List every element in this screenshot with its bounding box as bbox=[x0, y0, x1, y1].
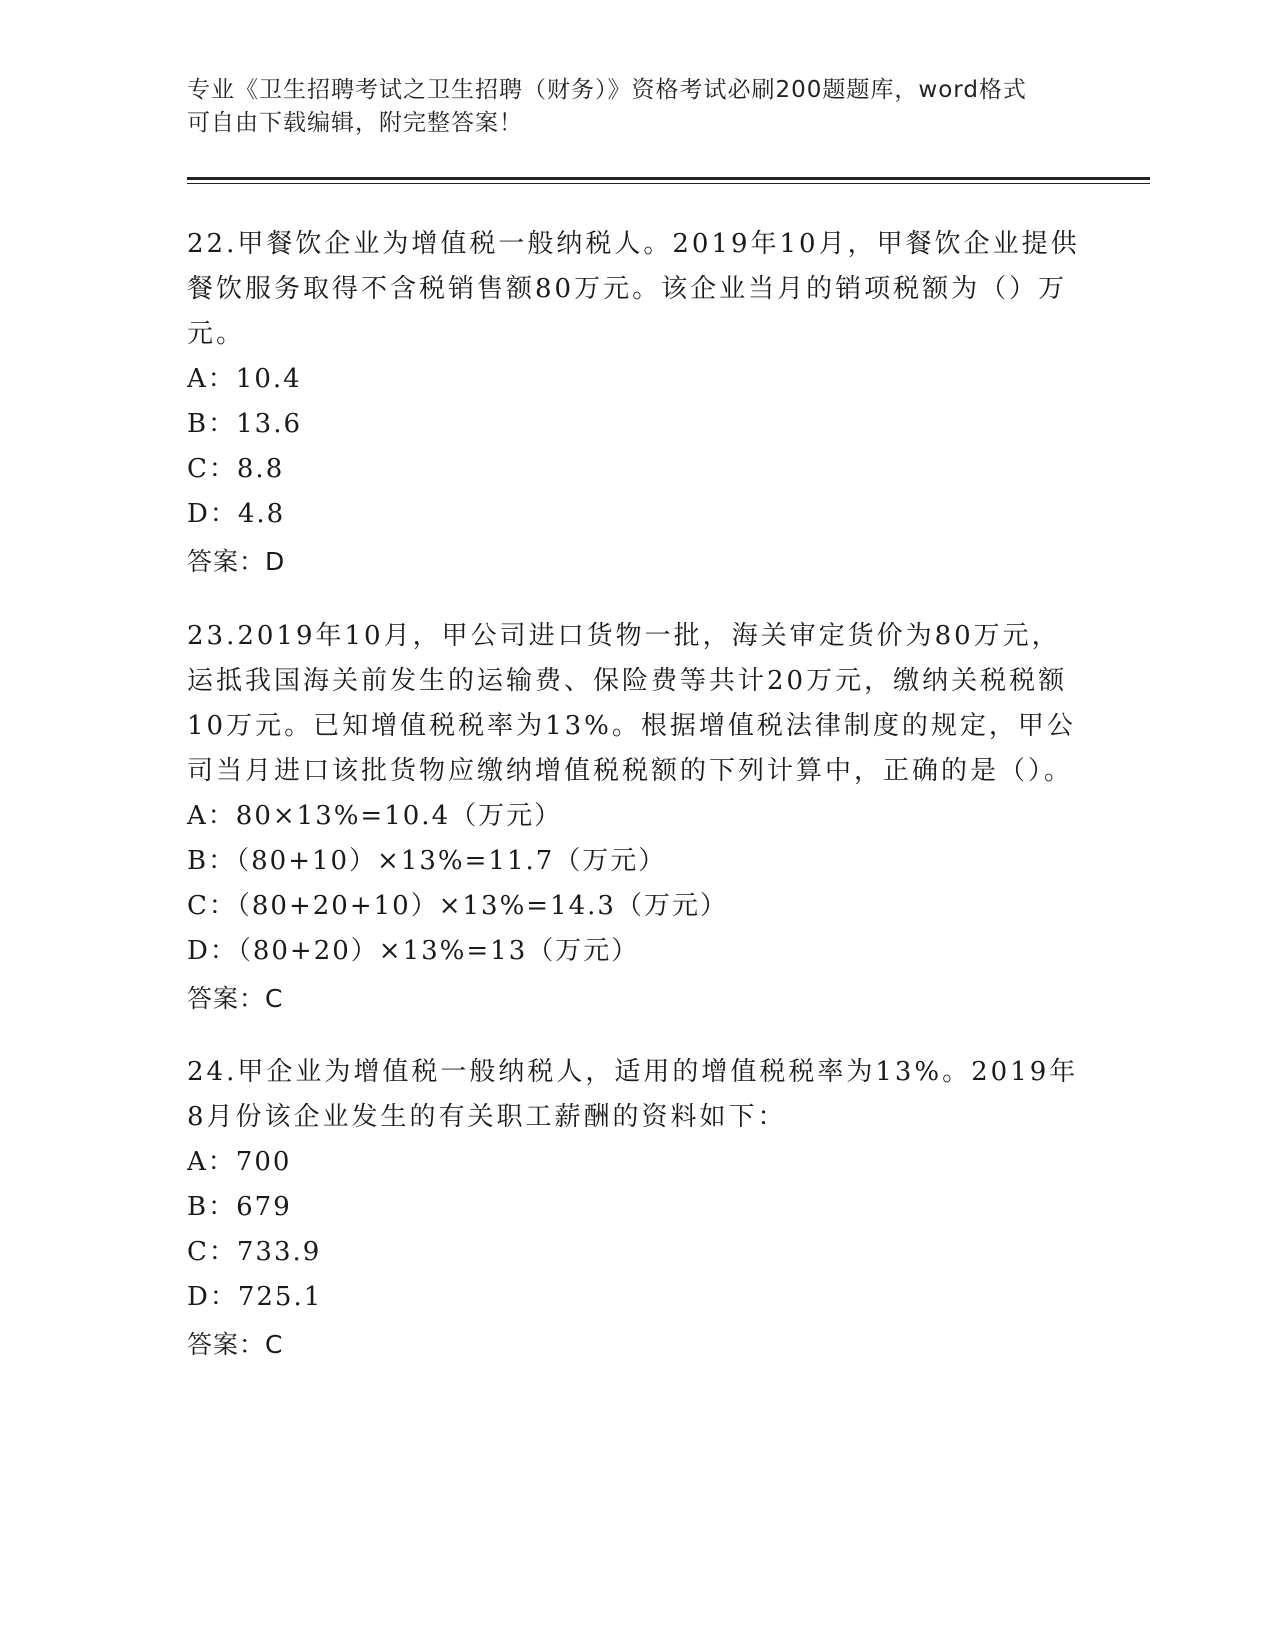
option-c: C：（80+20+10）×13%=14.3（万元） bbox=[187, 891, 728, 921]
option-c: C：8.8 bbox=[187, 454, 285, 484]
question-text: 24.甲企业为增值税一般纳税人，适用的增值税税率为13%。2019年8月份该企业发生的有关职工薪酬的资料如下： bbox=[187, 1057, 1079, 1132]
option-b: B：13.6 bbox=[187, 409, 302, 439]
question-23 bbox=[187, 614, 1087, 1021]
option-d: D：4.8 bbox=[187, 499, 286, 529]
option-a: A：10.4 bbox=[187, 364, 302, 394]
answer-label: 答案：D bbox=[187, 547, 286, 576]
document-header bbox=[187, 74, 1067, 140]
header-divider-thick bbox=[187, 177, 1150, 180]
header-divider-thin bbox=[187, 183, 1150, 184]
answer-label: 答案：C bbox=[187, 984, 284, 1013]
question-22 bbox=[187, 222, 1087, 584]
option-a: A：700 bbox=[187, 1147, 292, 1177]
option-d: D：（80+20）×13%=13（万元） bbox=[187, 936, 640, 966]
option-b: B：（80+10）×13%=11.7（万元） bbox=[187, 846, 667, 876]
option-c: C：733.9 bbox=[187, 1237, 322, 1267]
question-text: 23.2019年10月，甲公司进口货物一批，海关审定货价为80万元，运抵我国海关前发生的运输费、保险费等共计20万元，缴纳关税税额10万元。已知增值税税率为13%。根据增值税法律制度的规定，甲公司当月进口该批货物应缴纳增值税税额的下列计算中，正确的是（）。 bbox=[187, 621, 1076, 786]
option-a: A：80×13%=10.4（万元） bbox=[187, 801, 563, 831]
option-b: B：679 bbox=[187, 1192, 292, 1222]
option-d: D：725.1 bbox=[187, 1282, 323, 1312]
header-line-1: 专业《卫生招聘考试之卫生招聘（财务）》资格考试必刷200题题库，word格式 bbox=[187, 77, 1027, 103]
question-24 bbox=[187, 1050, 1087, 1367]
answer-label: 答案：C bbox=[187, 1330, 284, 1359]
question-text: 22.甲餐饮企业为增值税一般纳税人。2019年10月，甲餐饮企业提供餐饮服务取得不含税销售额80万元。该企业当月的销项税额为（）万元。 bbox=[187, 229, 1080, 349]
header-line-2: 可自由下载编辑，附完整答案！ bbox=[187, 110, 523, 136]
